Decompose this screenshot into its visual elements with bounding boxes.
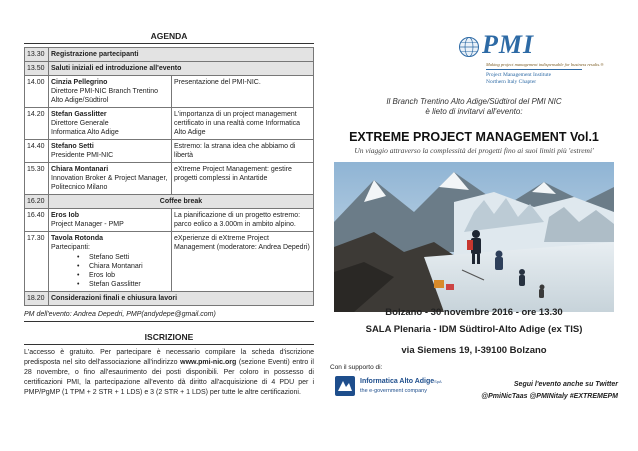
speaker-role: Partecipanti: <box>51 244 90 251</box>
talk-description: L'importanza di un project management certificato in una realtà come Informatica Alto Adige <box>172 108 314 140</box>
table-row <box>25 163 314 195</box>
event-title: EXTREME PROJECT MANAGEMENT Vol.1 <box>349 130 599 144</box>
row-time: 15.30 <box>25 163 49 195</box>
speaker-role: Project Manager - PMP <box>51 221 124 228</box>
pmi-tagline: Making project management indispensable for business results.® <box>486 62 604 67</box>
agenda-table <box>24 47 314 306</box>
left-column <box>24 30 314 398</box>
speaker-cell <box>49 163 172 195</box>
registration-text-part: L'accesso è gratuito. Per partecipare è necessario compilare la scheda d'iscrizione predisposta nel sito dell'associazione all'indirizzo <box>24 349 314 366</box>
pmi-logo <box>456 30 606 104</box>
divider <box>486 69 582 70</box>
row-time: 14.40 <box>25 140 49 163</box>
pm-contact-note: PM dell'evento: Andrea Depedri, PMP(andydepe@gmail.com) <box>24 311 314 322</box>
table-row <box>25 232 314 292</box>
climbers-photo <box>334 162 614 312</box>
speaker-cell <box>49 232 172 292</box>
speaker-cell <box>49 76 172 108</box>
agenda-title: AGENDA <box>150 31 188 41</box>
table-row <box>25 209 314 232</box>
list-item: • Eros Iob <box>51 271 169 280</box>
climbers-photo-image <box>334 162 614 312</box>
list-item: • Stefano Setti <box>51 253 169 262</box>
invitation-text <box>328 97 620 117</box>
event-address: via Siemens 19, I-39100 Bolzano <box>401 345 547 356</box>
speaker-name: Eros Iob <box>51 212 80 219</box>
talk-description: Estremo: la strana idea che abbiamo di libertà <box>172 140 314 163</box>
table-row <box>25 76 314 108</box>
sponsor-name-text: Informatica Alto Adige <box>360 378 435 385</box>
invitation-line: è lieto di invitarvi all'evento: <box>425 107 523 116</box>
row-time: 16.20 <box>25 195 49 209</box>
registration-title: ISCRIZIONE <box>24 332 314 345</box>
row-title: Considerazioni finali e chiusura lavori <box>49 292 314 306</box>
row-time: 13.30 <box>25 48 49 62</box>
table-row <box>25 108 314 140</box>
speaker-name: Stefan Gasslitter <box>51 111 107 118</box>
support-label: Con il supporto di: <box>330 364 383 371</box>
talk-description: La pianificazione di un progetto estremo: parco eolico a 3.000m in ambito alpino. <box>172 209 314 232</box>
pmi-chapter-name: Northern Italy Chapter <box>486 79 537 85</box>
row-title: Registrazione partecipanti <box>49 48 314 62</box>
row-time: 13.50 <box>25 62 49 76</box>
pmi-institute-name: Project Management Institute <box>486 72 552 78</box>
pmi-institute <box>486 72 551 86</box>
sponsor-name <box>360 378 442 385</box>
row-time: 18.20 <box>25 292 49 306</box>
table-row <box>25 195 314 209</box>
registration-text-part: (sezione Eventi) entro il 28 novembre, o fino all'esaurimento dei posti disponibili. Per coloro in possesso di certificazioni PMI, la partecipazione all'evento dà diritto all'acquisizione di 4 PDU per i PMP/PgMP (1 TPM + 2 STR + 1 LDS) e 3 (2 STR + 1 LDS) per tutte le altre certificazioni. <box>24 359 314 396</box>
talk-description: eXperienze di eXtreme Project Management (moderatore: Andrea Depedri) <box>172 232 314 292</box>
speaker-role: Presidente PMI-NIC <box>51 152 114 159</box>
twitter-handles: @PmiNicTaas @PMINitaly #EXTREMEPM <box>481 393 618 400</box>
row-time: 14.00 <box>25 76 49 108</box>
list-item: • Chiara Montanari <box>51 262 169 271</box>
speaker-role: Innovation Broker & Project Manager, Politecnico Milano <box>51 175 168 191</box>
speaker-role: Direttore PMI-NIC Branch Trentino <box>51 88 158 95</box>
sponsor-logo <box>334 375 452 401</box>
row-time: 17.30 <box>25 232 49 292</box>
speaker-name: Cinzia Pellegrino <box>51 79 108 86</box>
globe-icon <box>458 36 480 58</box>
speaker-name: Stefano Setti <box>51 143 94 150</box>
row-title: Coffee break <box>49 195 314 209</box>
divider <box>24 43 314 44</box>
twitter-invite: Segui l'evento anche su Twitter <box>513 381 618 388</box>
participant-list <box>51 253 169 289</box>
table-row <box>25 48 314 62</box>
event-venue: SALA Plenaria - IDM Südtirol-Alto Adige (ex TIS) <box>365 324 583 335</box>
table-row <box>25 140 314 163</box>
registration-text <box>24 348 314 398</box>
event-date: Bolzano - 30 novembre 2016 - ore 13.30 <box>385 307 563 318</box>
speaker-role: Direttore Generale <box>51 120 109 127</box>
speaker-name: Tavola Rotonda <box>51 235 103 242</box>
speaker-cell <box>49 108 172 140</box>
sponsor-mark-icon <box>334 375 356 397</box>
registration-site-link[interactable]: www.pmi-nic.org <box>180 359 237 366</box>
row-title: Saluti iniziali ed introduzione all'evento <box>49 62 314 76</box>
table-row <box>25 62 314 76</box>
list-item: • Stefan Gasslitter <box>51 280 169 289</box>
table-row <box>25 292 314 306</box>
speaker-role: Alto Adige/Südtirol <box>51 97 109 104</box>
talk-description: eXtreme Project Management: gestire progetti complessi in Antartide <box>172 163 314 195</box>
talk-description: Presentazione del PMI-NIC. <box>172 76 314 108</box>
speaker-role: Informatica Alto Adige <box>51 129 119 136</box>
sponsor-tagline: the e-government company <box>360 388 427 394</box>
sponsor-suffix: SpA <box>434 379 442 384</box>
speaker-name: Chiara Montanari <box>51 166 109 173</box>
row-time: 16.40 <box>25 209 49 232</box>
event-subtitle: Un viaggio attraverso la complessità dei progetti fino ai suoi limiti più 'estremi' <box>354 146 594 155</box>
speaker-cell <box>49 209 172 232</box>
invitation-line: Il Branch Trentino Alto Adige/Südtirol del PMI NIC <box>386 97 562 106</box>
pmi-wordmark: PMI <box>482 30 535 59</box>
row-time: 14.20 <box>25 108 49 140</box>
speaker-cell <box>49 140 172 163</box>
